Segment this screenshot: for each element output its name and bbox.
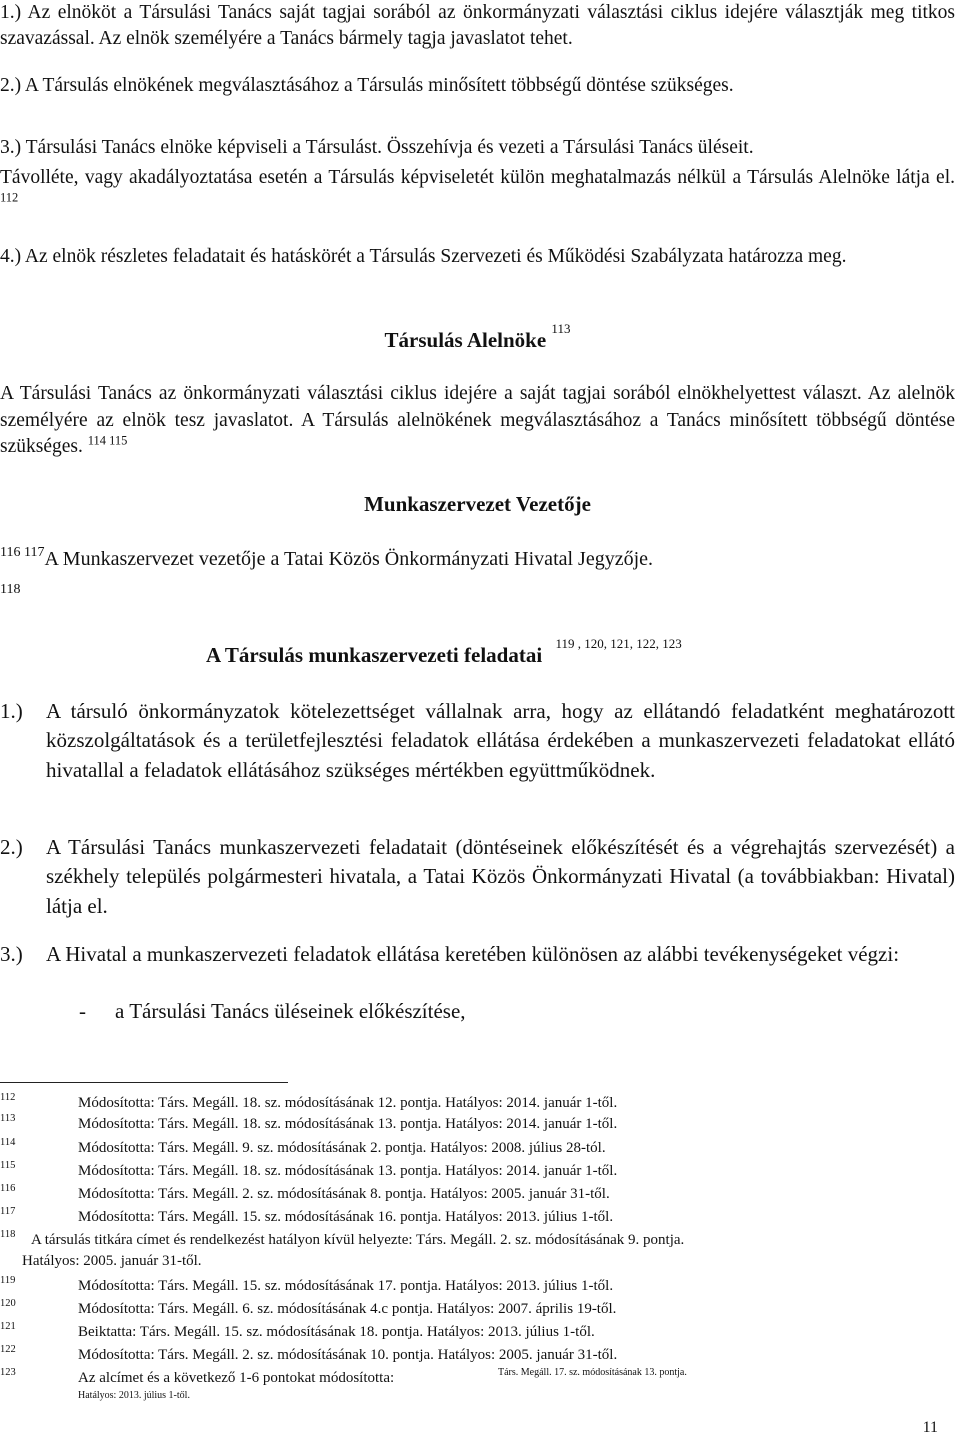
feladatai-item-3-number: 3.) xyxy=(0,942,23,966)
footnote-small-text: Társ. Megáll. 17. sz. módosításának 13. pontja. xyxy=(498,1367,687,1378)
footnote-refs-119-123[interactable]: 119 , 120, 121, 122, 123 xyxy=(555,636,682,651)
page-number: 11 xyxy=(922,1419,938,1436)
footnote-number: 123 xyxy=(0,1367,16,1378)
heading-alelnoke xyxy=(0,321,955,353)
footnote-refs-116-117[interactable]: 116 117 xyxy=(0,545,45,560)
alelnoke-text: A Társulási Tanács az önkormányzati választási ciklus idejére a saját tagjai sorából elnökhelyettest választ. Az alelnök személyére az elnök tesz javaslatot. A Társulás alelnökének megválasztásához a Tanács minősített többségű döntése szükséges. xyxy=(0,383,955,457)
paragraph-4: 4.) Az elnök részletes feladatait és hatáskörét a Társulás Szervezeti és Működési Szabályzata határozza meg. xyxy=(0,246,847,267)
footnote-continuation: Hatályos: 2013. július 1-től. xyxy=(78,1390,190,1401)
paragraph-3 xyxy=(0,135,955,217)
heading-alelnoke-text: Társulás Alelnöke xyxy=(384,328,547,352)
footnote-text: Az alcímet és a következő 1-6 pontokat módosította: xyxy=(78,1370,395,1386)
bullet-text: a Társulási Tanács üléseinek előkészítése, xyxy=(115,999,466,1023)
footnote-number: 114 xyxy=(0,1137,16,1148)
footnote-number: 117 xyxy=(0,1206,16,1217)
footnote-ref-118[interactable]: 118 xyxy=(0,582,21,597)
feladatai-item-3 xyxy=(0,940,960,1000)
heading-munkaszervezeti-feladatai xyxy=(206,636,766,668)
footnote-number: 121 xyxy=(0,1321,16,1332)
footnote-text: Módosította: Társ. Megáll. 2. sz. módosításának 10. pontja. Hatályos: 2005. január 31-től. xyxy=(78,1347,618,1363)
heading-munkaszervezet-vezetoje: Munkaszervezet Vezetője xyxy=(364,492,591,516)
footnote-number: 119 xyxy=(0,1275,16,1286)
feladatai-item-1-number: 1.) xyxy=(0,699,23,723)
footnote-text: Módosította: Társ. Megáll. 18. sz. módosításának 13. pontja. Hatályos: 2014. január 1-től. xyxy=(78,1163,618,1179)
footnote-refs-114-115[interactable]: 114 115 xyxy=(87,433,128,448)
footnote-number: 116 xyxy=(0,1183,16,1194)
footnote-text: Módosította: Társ. Megáll. 18. sz. módosításának 12. pontja. Hatályos: 2014. január 1-től. xyxy=(78,1095,618,1111)
feladatai-item-2 xyxy=(0,833,960,923)
paragraph-2: 2.) A Társulás elnökének megválasztásához a Társulás minősített többségű döntése szükséges. xyxy=(0,75,734,96)
feladatai-bullet xyxy=(0,997,960,1027)
footnote-number: 113 xyxy=(0,1113,16,1124)
footnote-text: Módosította: Társ. Megáll. 2. sz. módosításának 8. pontja. Hatályos: 2005. január 31-től. xyxy=(78,1186,610,1202)
footnote-number: 122 xyxy=(0,1344,16,1355)
footnote-separator xyxy=(0,1082,288,1083)
paragraph-3-rest xyxy=(0,165,955,217)
vezeto-paragraph xyxy=(0,544,955,574)
footnote-text: Módosította: Társ. Megáll. 15. sz. módosításának 17. pontja. Hatályos: 2013. július 1-től. xyxy=(78,1278,614,1294)
footnote-number: 115 xyxy=(0,1160,16,1171)
bullet-dash: - xyxy=(79,999,86,1023)
footnote-text: Módosította: Társ. Megáll. 15. sz. módosításának 16. pontja. Hatályos: 2013. július 1-től. xyxy=(78,1209,614,1225)
alelnoke-paragraph xyxy=(0,381,955,461)
footnote-ref-113[interactable]: 113 xyxy=(551,321,571,336)
feladatai-item-1-text: A társuló önkormányzatok kötelezettséget vállalnak arra, hogy az ellátandó feladatként meghatározott közszolgáltatások és a területfejlesztési feladatok ellátása érdekében a munkaszervezeti feladatokat ellátó hivatallal a feladatok ellátásához szükséges mértékben együttműködnek. xyxy=(46,699,955,782)
footnote-text: Módosította: Társ. Megáll. 9. sz. módosításának 2. pontja. Hatályos: 2008. július 28-tól. xyxy=(78,1140,606,1156)
footnote-text: A társulás titkára címet és rendelkezést hatályon kívül helyezte: Társ. Megáll. 2. sz. módosításának 9. pontja. xyxy=(31,1232,685,1248)
feladatai-item-2-number: 2.) xyxy=(0,835,23,859)
paragraph-1: 1.) Az elnököt a Társulási Tanács saját tagjai sorából az önkormányzati választási ciklus idejére választják meg titkos szavazással. Az elnök személyére a Tanács bármely tagja javaslatot tehet. xyxy=(0,2,955,49)
footnote-number: 120 xyxy=(0,1298,16,1309)
footnote-number: 112 xyxy=(0,1092,16,1103)
footnote-text: Módosította: Társ. Megáll. 6. sz. módosításának 4.c pontja. Hatályos: 2007. április 19-től. xyxy=(78,1301,617,1317)
feladatai-item-1 xyxy=(0,697,960,817)
feladatai-item-2-text: A Társulási Tanács munkaszervezeti feladatait (döntéseinek előkészítését és a végrehajtás szervezését) a székhely település polgármesteri hivatala, a Tatai Közös Önkormányzati Hivatal (a továbbiakban: Hivatal) látja el. xyxy=(46,835,955,918)
footnote-text: Módosította: Társ. Megáll. 18. sz. módosításának 13. pontja. Hatályos: 2014. január 1-től. xyxy=(78,1116,618,1132)
footnote-continuation: Hatályos: 2005. január 31-től. xyxy=(22,1253,202,1269)
feladatai-item-3-text: A Hivatal a munkaszervezeti feladatok ellátása keretében különösen az alábbi tevékenységeket végzi: xyxy=(46,942,900,966)
footnote-number: 118 xyxy=(0,1229,16,1240)
vezeto-text: A Munkaszervezet vezetője a Tatai Közös Önkormányzati Hivatal Jegyzője. xyxy=(44,548,654,570)
footnote-ref-112[interactable]: 112 xyxy=(0,190,19,205)
footnote-text: Beiktatta: Társ. Megáll. 15. sz. módosításának 18. pontja. Hatályos: 2013. július 1-től. xyxy=(78,1324,595,1340)
paragraph-3-text: Távolléte, vagy akadályoztatása esetén a Társulás képviseletét külön meghatalmazás nélkül a Társulás Alelnöke látja el. xyxy=(0,167,955,188)
paragraph-3-line-1: 3.) Társulási Tanács elnöke képviseli a Társulást. Összehívja és vezeti a Társulási Tanács üléseit. xyxy=(0,137,754,158)
heading-feladatai-text: A Társulás munkaszervezeti feladatai xyxy=(206,643,543,667)
